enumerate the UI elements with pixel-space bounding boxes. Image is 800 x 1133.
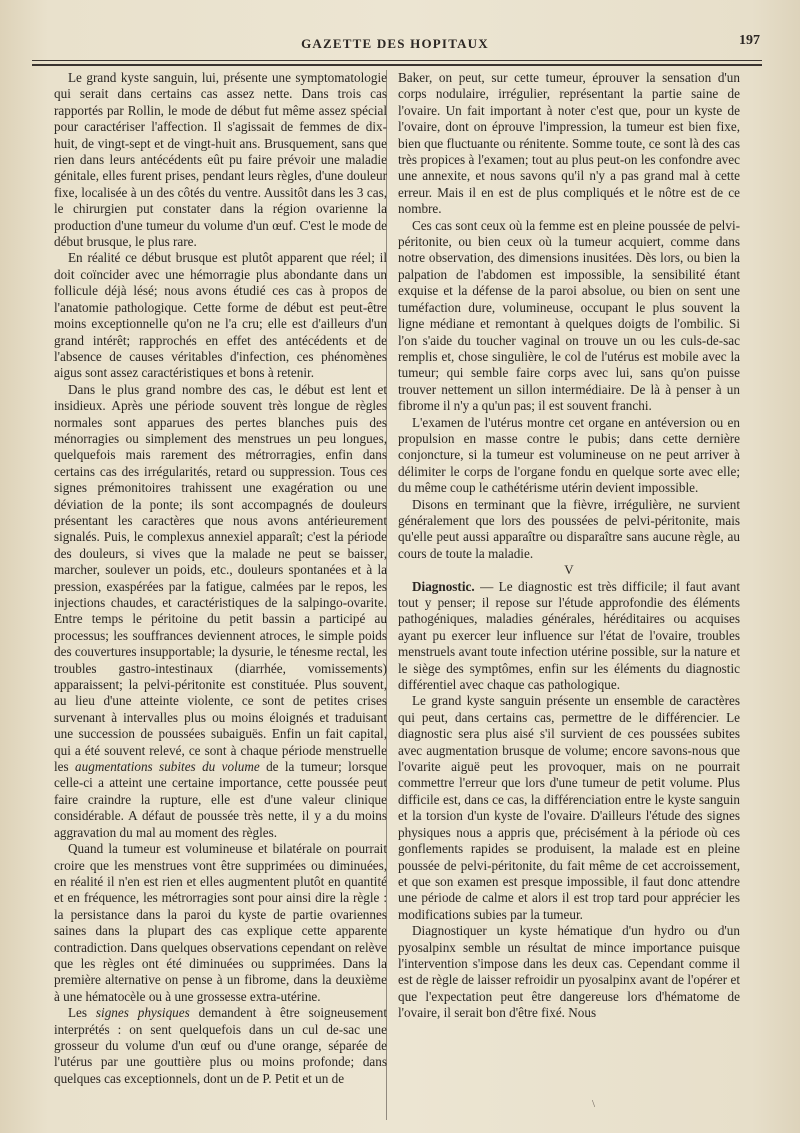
paragraph: Ces cas sont ceux où la femme est en pleine poussée de pelvi-péritonite, ou bien ceux où la tumeur acquiert, comme dans notre observation, des dimensions inusitées. Dès lors, ou bien la palpation de l'abdomen est impossible, la sensibilité étant exquise et la défense de la paroi absolue, ou bien on sent une tuméfaction dure, volumineuse, occupant le plus souvent la ligne médiane et remontant à quelques doigts de l'ombilic. Si l'on s'aide du toucher vaginal on trouve un ou les culs-de-sac remplis et, chose singulière, le col de l'utérus est mobile avec la tumeur; qui semble faire corps avec lui, sans qu'on puisse trouver nettement un sillon intermédiaire. De là à penser à un fibrome il n'y a qu'un pas; il est souvent franchi. — [398, 217, 740, 414]
paragraph-text: tumeur; lorsque celle-ci a atteint une certaine importance, cette poussée peut faire craindre la rupture, elle est d'une valeur clinique considérable. A défaut de poussée très nette, il y a du moins aggravation du mal au moment des règles. — [54, 759, 387, 840]
paragraph: Le grand kyste sanguin, lui, présente une symptomatologie qui serait dans certains cas assez nette. Dans trois cas rapportés par Rollin, le mode de début fut même assez spécial pour caractériser l'affection. Il s'agissait de femmes de dix-huit, de vingt-sept et de vingt-huit ans. Brusquement, sans que rien dans leurs antécédents eût pu faire prévoir une maladie génitale, elles furent prises, pendant leurs règles, d'une douleur fixe, localisée à un des côtés du ventre. Aussitôt dans les 3 cas, le chirurgien put constater dans la région ovarienne la production d'une tumeur du volume d'un œuf. C'est le mode de début brusque, le plus rare. — [54, 70, 387, 250]
paragraph-text: — Le diagnostic est très difficile; il faut avant tout y penser; il repose sur l'étude approfondie des éléments pathogéniques, maladies générales, héréditaires ou acquises ayant pu exercer leur influence sur l'état de l'ovaire, troubles menstruels avant toute infection utérine possible, sur la nature et le siège des symptômes, enfin sur les éléments du diagnostic différentiel avec chaque cas pathologique. — [398, 578, 740, 693]
page-number: 197 — [739, 33, 760, 48]
emphasis-text: signes physiques — [95, 1005, 190, 1021]
stray-mark: \ — [592, 1098, 596, 1110]
paragraph: Baker, on peut, sur cette tumeur, éprouver la sensation d'un corps nodulaire, irrégulier, représentant la partie saine de l'ovaire. Un fait important à noter c'est que, pour un kyste de l'ovaire, dont on éprouve l'impression, la tumeur est bien fixe, bien que fluctuante ou rénitente. Somme toute, ce sont là des cas très propices à l'examen; tout au plus peut-on les confondre avec une annexite, et nous savons qu'il n'y a pas grand mal à cette erreur. Mais il en est de plus compliqués et le nôtre est de ce nombre. — [398, 70, 740, 217]
paragraph-text: Les — [68, 1005, 96, 1021]
header-rule-thick — [32, 64, 762, 66]
paragraph — [54, 382, 387, 841]
paragraph: L'examen de l'utérus montre cet organe en antéversion ou en propulsion en masse contre le pubis; dans cette dernière conjoncture, si la tumeur est volumineuse on ne peut arriver à délimiter le corps de l'organe fondu en quelque sorte avec elle; du même coup le cathétérisme utérin devient impossible. — [398, 414, 740, 496]
paragraph — [54, 1005, 387, 1087]
paragraph-text: Dans le plus grand nombre des cas, le début est lent et insidieux. Après une période souvent très longue de règles normales sont apparues des pertes blanches puis des ménorragies ou simplement des menstrues un peu longues, quelquefois mais rarement des métrorragies, enfin dans certains cas des irrégularités, retard ou suppression. Tous ces signes prémonitoires trahissent une exagération ou une déviation de la ponte; ils sont accompagnés de douleurs présentant les caractères que nous avons antérieurement signalés. Puis, le complexus annexiel apparaît; c'est la période des douleurs, si vives que la malade ne peut se baisser, marcher, soulever un poids, etc., douleurs spontanées et à la pression, exaspérées par la fatigue, calmées par le repos, les injections chaudes, et caractéristiques de la salpingo-ovarite. Entre temps le péritoine du petit bassin a participé au processus; les souffrances deviennent atroces, le simple poids des couvertures insupportable; la dysurie, le ténesme rectal, les troubles gastro-intestinaux (diarrhée, vomissements) apparaissent; la pelvi-péritonite est constituée. Plus souvent, au lieu d'une atteinte violente, ce sont de petites crises survenant à intervalles plus ou moins éloignés et traduisant une succession de poussées subaiguës. Enfin un fait capital, qui a été souvent relevé, ce sont à chaque période menstruelle les — [54, 381, 387, 775]
paragraph: Le grand kyste sanguin présente un ensemble de caractères qui peut, dans certains cas, permettre de le différencier. Le diagnostic sera plus aisé s'il survient de ces poussées subites avec augmentation brusque de volume; encore savons-nous que l'ovarite aiguë peut les provoquer, mais on ne pourrait commettre l'erreur que lors d'une tumeur de petit volume. Plus difficile est, dans ce cas, la différenciation entre le kyste sanguin et la torsion d'un kyste de l'ovaire. D'ailleurs l'étude des signes physiques nous a appris que, précisément à la période où ces gonflements rapides se produisent, la malade est en pleine poussée de pelvi-péritonite, du fait même de cet accroissement, et que son examen est presque impossible, il faut donc attendre une période de calme et alors il est trop tard pour apprécier les modifications subies par la tumeur. — [398, 693, 740, 922]
left-column — [54, 70, 387, 1115]
running-title: GAZETTE DES HOPITAUX — [301, 36, 489, 51]
paragraph-text: de la — [259, 759, 295, 775]
paragraph: Disons en terminant que la fièvre, irrégulière, ne survient généralement que lors des poussées de pelvi-péritonite, mais qu'elle peut aussi apparaître ou disparaître sans aucune règle, au cours de toute la maladie. — [398, 496, 740, 561]
section-numeral: V — [564, 562, 574, 578]
page-header — [30, 30, 760, 60]
emphasis-text: augmentations subites du volume — [75, 759, 260, 775]
paragraph: En réalité ce début brusque est plutôt apparent que réel; il doit coïncider avec une hémorragie plus abondante dans un follicule déjà lésé; nous avons étudié ces cas à propos de l'anatomie pathologique. Cette forme de début est peut-être moins exceptionnelle qu'on ne l'a cru; elle est d'ailleurs d'un grand intérêt; rapprochés en effet des antécédents et de l'absence de causes véritables d'infection, ces phénomènes aigus sont assez caractéristiques et bons à retenir. — [54, 250, 387, 381]
paragraph-text: demandent à être soigneusement interprétés : on sent quelquefois dans un cul de-sac une grosseur du volume d'un œuf ou d'une orange, séparée de l'utérus par une gouttière plus ou moins profonde; dans quelques cas exceptionnels, dont un de P. Petit et un de — [54, 1005, 387, 1086]
paragraph — [398, 579, 740, 694]
section-heading: Diagnostic. — [412, 578, 475, 594]
header-rule-thin — [32, 60, 762, 61]
right-column — [398, 70, 740, 1115]
paragraph: Diagnostiquer un kyste hématique d'un hydro ou d'un pyosalpinx semble un résultat de mince importance puisque l'intervention s'impose dans les deux cas. Cependant comme il est de règle de laisser refroidir un pyosalpinx avant de l'opérer et que l'expectation peut être dangereuse lors d'hématome de l'ovaire, il serait bon d'être fixé. Nous — [398, 923, 740, 1021]
paragraph: Quand la tumeur est volumineuse et bilatérale on pourrait croire que les menstrues vont être supprimées ou diminuées, en réalité il n'en est rien et elles augmentent plutôt en quantité et en fréquence, les métrorragies sont pour ainsi dire la règle : la persistance dans la paroi du kyste de partie ovariennes saines dans la plupart des cas explique cette apparente contradiction. Dans quelques observations cependant on relève que les règles ont été diminuées ou supprimées. Dans la première alternative on pense à un fibrome, dans la deuxième à une hématocèle ou à une grossesse extra-utérine. — [54, 841, 387, 1004]
